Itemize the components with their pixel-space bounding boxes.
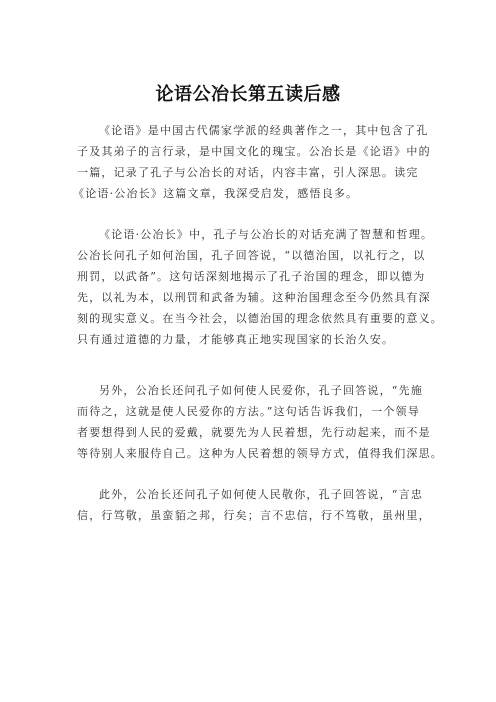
paragraph-line: 而待之，这就是使人民爱你的方法。”这句话告诉我们，一个领导 — [77, 405, 420, 418]
paragraph-line: 此外，公冶长还问孔子如何使人民敬你，孔子回答说，“言忠 — [99, 488, 424, 501]
paragraph-line: 信，行笃敬，虽蛮貊之邦，行矣；言不忠信，行不笃敬，虽州里， — [77, 509, 431, 522]
paragraph-line: 一篇，记录了孔子与公冶长的对话，内容丰富，引人深思。读完 — [77, 166, 419, 179]
paragraph-line: 公冶长问孔子如何治国，孔子回答说，“以德治国，以礼行之，以 — [77, 249, 426, 262]
paragraph-line: 《论语》是中国古代儒家学派的经典著作之一，其中包含了孔 — [99, 124, 429, 137]
paragraph-line: 先，以礼为本，以刑罚和武备为辅。这种治国理念至今仍然具有深 — [77, 291, 431, 304]
paragraph-line: 刑罚，以武备”。这句话深刻地揭示了孔子治国的理念，即以德为 — [77, 270, 426, 283]
paragraph-line: 者要想得到人民的爱戴，就要先为人民着想，先行动起来，而不是 — [77, 426, 431, 439]
page-title: 论语公冶长第五读后感 — [155, 84, 341, 105]
paragraph-line: 《论语·公冶长》中，孔子与公冶长的对话充满了智慧和哲理。 — [99, 228, 434, 241]
paragraph-line: 《论语·公冶长》这篇文章，我深受启发，感悟良多。 — [73, 187, 359, 200]
paragraph-line: 刻的现实意义。在当今社会，以德治国的理念依然具有重要的意义。 — [77, 312, 443, 325]
paragraph-line: 另外，公冶长还问孔子如何使人民爱你，孔子回答说，“先施 — [99, 384, 424, 397]
paragraph-line: 等待别人来服侍自己。这种为人民着想的领导方式，值得我们深思。 — [77, 447, 443, 460]
paragraph-line: 子及其弟子的言行录，是中国文化的瑰宝。公冶长是《论语》中的 — [77, 145, 431, 158]
paragraph-line: 只有通过道德的力量，才能够真正地实现国家的长治久安。 — [77, 333, 395, 346]
